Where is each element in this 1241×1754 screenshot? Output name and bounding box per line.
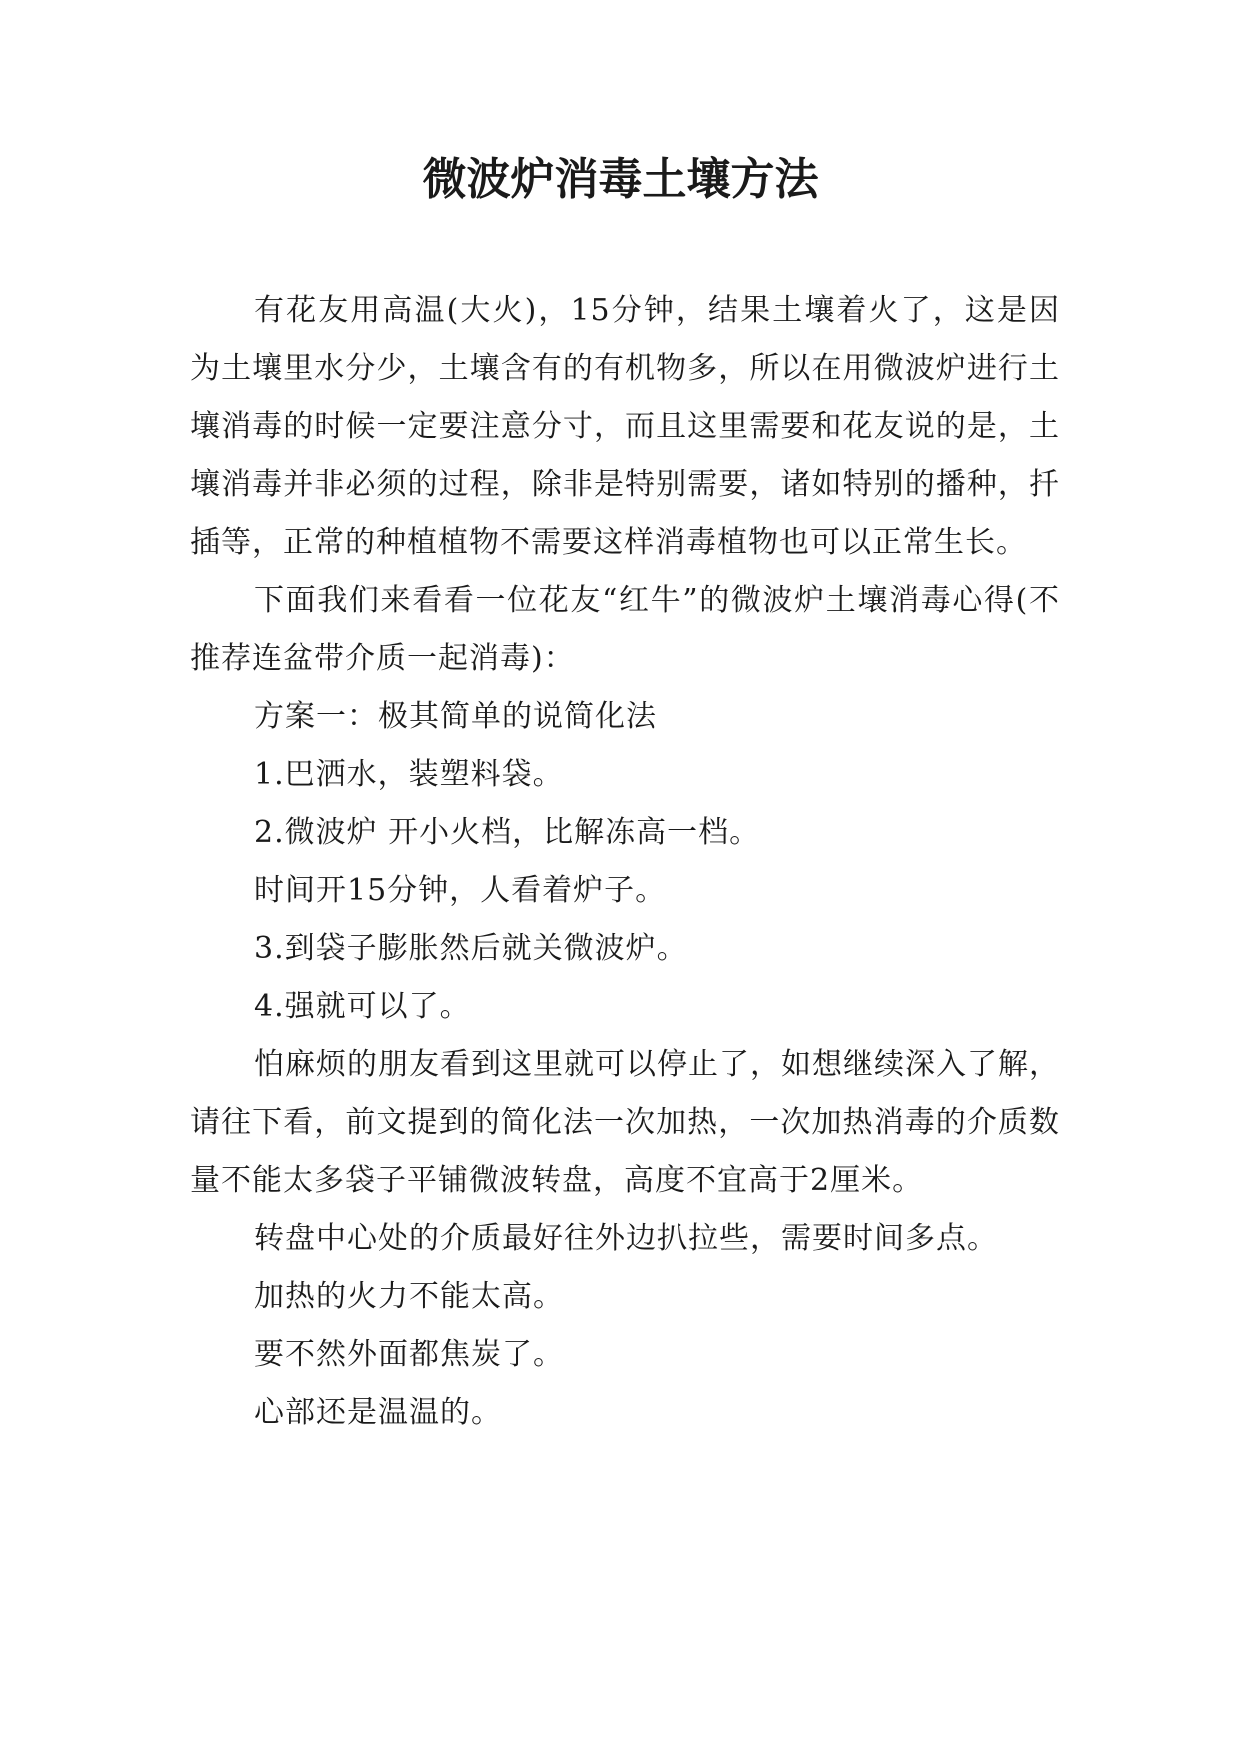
paragraph: 1.巴洒水，装塑料袋。 [254,757,564,792]
paragraph: 加热的火力不能太高。 [254,1279,564,1314]
paragraph: 要不然外面都焦炭了。 [254,1337,564,1372]
paragraph: 2.微波炉 开小火档，比解冻高一档。 [254,815,761,850]
paragraph: 4.强就可以了。 [254,989,471,1024]
paragraph: 心部还是温温的。 [254,1395,502,1430]
paragraph: 怕麻烦的朋友看到这里就可以停止了，如想继续深入了解，请往下看，前文提到的简化法一次加热，一次加热消毒的介质数量不能太多袋子平铺微波转盘，高度不宜高于2厘米。 [190,1047,1060,1198]
document-title: 微波炉消毒土壤方法 [422,154,819,205]
paragraph: 下面我们来看看一位花友“红牛”的微波炉土壤消毒心得(不推荐连盆带介质一起消毒)： [190,583,1060,676]
paragraph: 方案一：极其简单的说简化法 [254,699,657,734]
paragraph: 有花友用高温(大火)，15分钟，结果土壤着火了，这是因为土壤里水分少，土壤含有的有机物多，所以在用微波炉进行土壤消毒的时候一定要注意分寸，而且这里需要和花友说的是，土壤消毒并非必须的过程，除非是特别需要，诸如特别的播种，扦插等，正常的种植植物不需要这样消毒植物也可以正常生长。 [190,293,1060,560]
document-body [190,282,1060,1442]
paragraph: 时间开15分钟，人看着炉子。 [254,873,667,908]
paragraph: 转盘中心处的介质最好往外边扒拉些，需要时间多点。 [254,1221,998,1256]
paragraph: 3.到袋子膨胀然后就关微波炉。 [254,931,688,966]
